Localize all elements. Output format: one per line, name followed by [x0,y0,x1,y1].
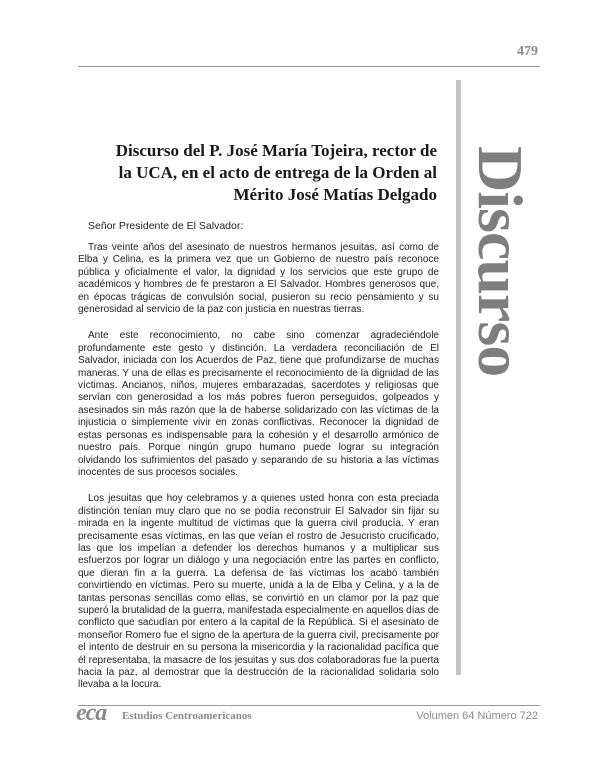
header-rule [78,66,540,67]
paragraph-1: Tras veinte años del asesinato de nuestros hermanos jesuitas, así como de Elba y Celina, es la primera vez que un Gobierno de nuestro país reconoce pública y oficialmente el valor, la dignidad y los servicios que este grupo de académicos y hombres de fe prestaron a El Salvador. Hombres generosos que, en épocas trágicas de convulsión social, pusieron su recio pensamiento y su generosidad al servicio de la paz con justicia en nuestras tierras. [78,242,439,316]
page-number: 479 [517,44,538,59]
volume-info: Volumen 64 Número 722 [416,710,538,722]
journal-name: Estudios Centroamericanos [122,710,252,722]
article-title [67,140,437,206]
title-line-2: la UCA, en el acto de entrega de la Orden al [118,163,437,182]
article-body [78,242,439,706]
side-rule [456,80,461,675]
salutation: Señor Presidente de El Salvador: [88,220,244,232]
title-line-3: Mérito José Matías Delgado [233,185,437,204]
journal-logo: eca [76,700,107,726]
paragraph-2: Ante este reconocimiento, no cabe sino comenzar agradeciéndole profundamente este gesto y distinción. La verdadera reconciliación de El Salvador, iniciada con los Acuerdos de Paz, tiene que profundizarse de muchas maneras. Y una de ellas es precisamente el reconocimiento de la dignidad de las víctimas. Ancianos, niños, mujeres embarazadas, sacerdotes y religiosas que servían con generosidad a los más pobres fueron perseguidos, golpeados y asesinados sin más razón que la de haberse solidarizado con las víctimas de la injusticia o simplemente vivir en zonas conflictivas. Reconocer la dignidad de estas personas es indispensable para la cohesión y el desarrollo armónico de nuestro país. Porque ningún grupo humano puede lograr su integración olvidando los sufrimientos del pasado y separando de su historia a las víctimas inocentes de sus procesos sociales. [78,330,439,478]
footer-rule [78,705,540,706]
title-line-1: Discurso del P. José María Tojeira, rector de [115,141,437,160]
section-label: Discurso [465,146,536,377]
paragraph-3: Los jesuitas que hoy celebramos y a quienes usted honra con esta preciada distinción tenían muy claro que no se podía reconstruir El Salvador sin fijar su mirada en la ingente multitud de víctimas que la guerra civil producía. Y eran precisamente esas víctimas, en las que veían el rostro de Jesucristo crucificado, las que los impelían a defender los derechos humanos y a multiplicar sus esfuerzos por lograr un diálogo y una negociación entre las partes en conflicto, que dieran fin a la guerra. La defensa de las víctimas los acabó también convirtiendo en víctimas. Pero su muerte, unida a la de Elba y Celina, y a la de tantas personas sencillas como ellas, se convirtió en un clamor por la paz que superó la brutalidad de la guerra, manifestada especialmente en aquellos días de conflicto que sacudían por entero a la capital de la República. Si el asesinato de monseñor Romero fue el signo de la apertura de la guerra civil, precisamente por el intento de destruir en su persona la misericordia y la racionalidad pacífica que él representaba, la masacre de los jesuitas y sus dos colaboradoras fue la puerta hacia la paz, al demostrar que la destrucción de la racionalidad solidaria solo llevaba a la locura. [78,493,439,691]
